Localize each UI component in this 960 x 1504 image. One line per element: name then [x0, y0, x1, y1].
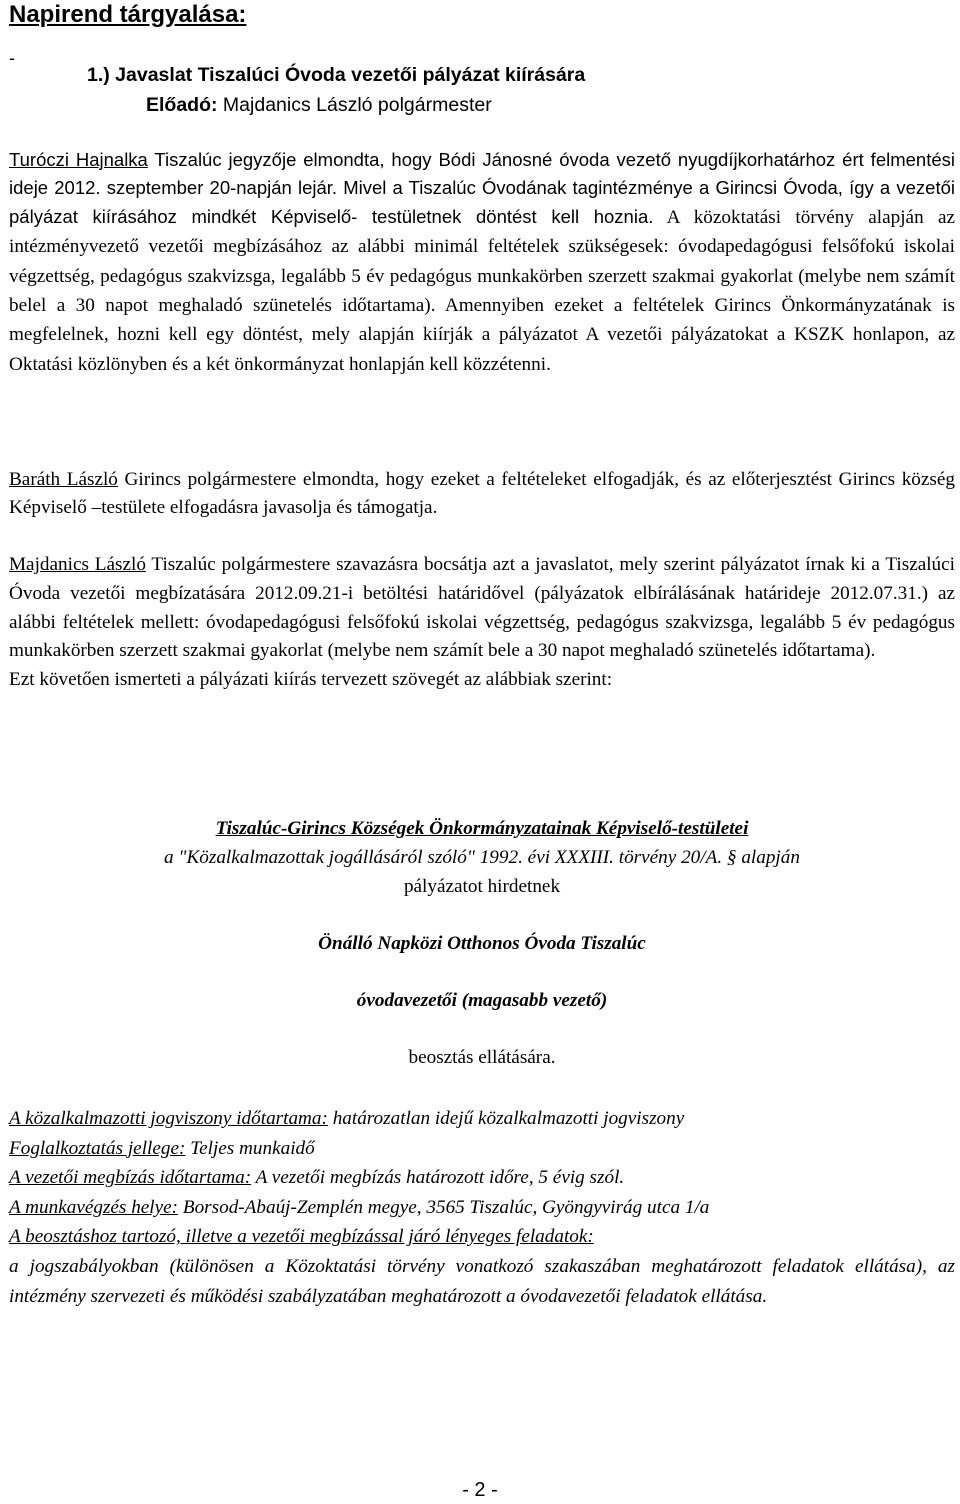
announcement-institution-text: Önálló Napközi Otthonos Óvoda Tiszalúc: [318, 933, 646, 954]
speaker-name: Turóczi Hajnalka: [9, 149, 148, 170]
detail-label: A vezetői megbízás időtartama:: [9, 1167, 252, 1189]
detail-row: [9, 1104, 955, 1134]
paragraph-tiszaluc-mayor: [9, 551, 955, 695]
announcement-issuer-text: Tiszalúc-Girincs Községek Önkormányzatainak Képviselő-testületei: [215, 818, 749, 839]
detail-value: határozatlan idejű közalkalmazotti jogviszony: [327, 1108, 685, 1129]
paragraph-girincs-mayor: [9, 466, 955, 522]
announcement-position: [9, 987, 955, 1015]
announcement-law-line: a "Közalkalmazottak jogállásáról szóló" 1992. évi XXXIII. törvény 20/A. § alapján: [164, 847, 800, 868]
detail-row: [9, 1193, 955, 1223]
speaker-name: Baráth László: [9, 469, 118, 490]
detail-row: [9, 1222, 955, 1252]
announcement-announces: pályázatot hirdetnek: [403, 876, 561, 897]
paragraph-text: Tiszalúc polgármestere szavazásra bocsátja azt a javaslatot, mely szerint pályázatot írnak ki a Tiszalúci Óvoda vezetői megbízatására 2012.09.21-i betöltési határidővel (pályázatok elbírálásának határideje 2012.07.31.) az alábbi feltételek mellett: óvodapedagógusi felsőfokú iskolai végzettség, pedagógus szakvizsga, legalább 5 év pedagógus munkakörben szerzett szakmai gyakorlat (melybe nem számít bele a 30 napot meghaladó szünetelés időtartama).: [9, 554, 955, 662]
presenter-label: Előadó:: [146, 94, 218, 116]
presenter-name: Majdanics László polgármester: [222, 94, 492, 116]
followup-text: Ezt követően ismerteti a pályázati kiírás tervezett szövegét az alábbiak szerint:: [9, 669, 613, 691]
list-dash: -: [9, 48, 15, 68]
announcement-for-role: beosztás ellátására.: [408, 1047, 556, 1068]
page-number: - 2 -: [462, 1479, 498, 1501]
detail-value: Borsod-Abaúj-Zemplén megye, 3565 Tiszalúc, Gyöngyvirág utca 1/a: [178, 1196, 710, 1218]
agenda-title: Napirend tárgyalása:: [9, 1, 247, 28]
agenda-item-title: [87, 60, 585, 90]
announcement-issuer: [9, 815, 955, 843]
detail-value: A vezetői megbízás határozott időre, 5 évig szól.: [251, 1167, 625, 1189]
detail-label: A beosztáshoz tartozó, illetve a vezetői megbízással járó lényeges feladatok:: [9, 1226, 594, 1248]
detail-label: Foglalkoztatás jellege:: [9, 1137, 186, 1159]
speaker-name: Majdanics László: [9, 554, 146, 575]
detail-value: Teljes munkaidő: [185, 1137, 315, 1159]
announcement-institution: [9, 930, 955, 958]
announcement-position-text: óvodavezetői (magasabb vezető): [356, 990, 608, 1011]
detail-row: [9, 1134, 955, 1164]
detail-label: A közalkalmazotti jogviszony időtartama:: [9, 1108, 328, 1129]
detail-row: [9, 1163, 955, 1193]
presenter-line: [146, 90, 492, 120]
tasks-text: a jogszabályokban (különösen a Közoktatási törvény vonatkozó szakaszában meghatározott feladatok ellátása), az intézmény szervezeti és működési szabályzatában meghatározott a óvodavezetői feladatok ellátása.: [9, 1255, 955, 1307]
paragraph-text-continued: A közoktatási törvény alapján az intézményvezető vezetői megbízásához az alábbi minimál feltételek szükségesek: óvodapedagógusi felsőfokú iskolai végzettség, pedagógus szakvizsga, legalább 5 év pedagógus munkakörben szerzett szakmai gyakorlat (melybe nem számít belel a 30 napot meghaladó szünetelés időtartama). Amennyiben ezeket a feltételek Girincs Önkormányzatának is megfelelnek, hozni kell egy döntést, mely alapján kiírják a pályázatot A vezetői pályázatokat a KSZK honlapon, az Oktatási közlönyben és a két önkormányzat honlapján kell közzétenni.: [9, 206, 955, 375]
paragraph-text: Tiszalúc jegyzője elmondta, hogy Bódi Jánosné óvoda vezető nyugdíjkorhatárhoz ért felmentési ideje 2012. szeptember 20-napján lejár. Mivel a Tiszalúc Óvodának tagintézménye a Girincsi Óvoda, így a vezetői pályázat kiírásához mindkét Képviselő- testületnek döntést kell hoznia.: [9, 149, 955, 227]
announcement-details: [9, 1104, 955, 1311]
agenda-item-title-text: 1.) Javaslat Tiszalúci Óvoda vezetői pályázat kiírására: [87, 64, 586, 86]
paragraph-text: Girincs polgármestere elmondta, hogy ezeket a feltételeket elfogadják, és az előterjesztést Girincs község Képviselő –testülete elfogadásra javasolja és támogatja.: [9, 469, 955, 518]
paragraph-jegyzo: [9, 146, 955, 379]
detail-label: A munkavégzés helye:: [9, 1196, 179, 1218]
